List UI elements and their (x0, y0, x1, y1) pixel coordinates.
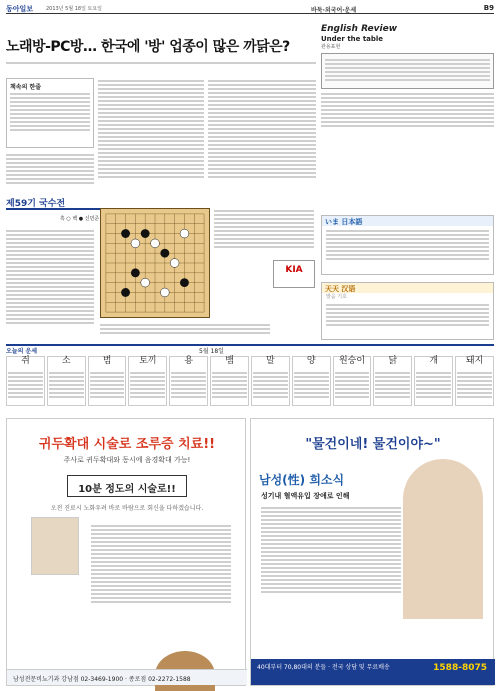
zodiac-column (169, 356, 208, 406)
masthead (6, 4, 494, 14)
zodiac-name: 쥐 (21, 356, 30, 366)
doctor-photo (31, 517, 79, 575)
baduk-commentary-3 (100, 322, 270, 340)
zodiac-column (373, 356, 412, 406)
zodiac-column (210, 356, 249, 406)
zodiac-column (455, 356, 494, 406)
kia-logo: KIA (285, 265, 303, 275)
chinese-column (321, 282, 494, 340)
zodiac-column (128, 356, 167, 406)
japanese-column (321, 215, 494, 275)
issue-date: 2013년 5월 18일 토요일 (46, 6, 103, 12)
chinese-text (322, 301, 493, 329)
ad-left-slogan: 10분 정도의 시술로!! (67, 475, 187, 497)
ad-left-body (91, 523, 231, 643)
zodiac-column (88, 356, 127, 406)
baduk-commentary-1 (6, 228, 94, 338)
ad-right-title: "물건이네! 물건이야~" (305, 437, 441, 452)
zodiac-name: 돼지 (465, 356, 484, 366)
article-headline: 노래방-PC방… 한국에 '방' 업종이 많은 까닭은? (6, 39, 290, 55)
horoscope-date: 5월 18일 (199, 348, 224, 355)
article-column-2 (98, 78, 204, 188)
zodiac-name: 소 (61, 356, 71, 366)
article-column-3 (208, 78, 316, 188)
zodiac-name: 토끼 (139, 356, 157, 366)
page-number: B9 (483, 4, 494, 12)
sponsor-logo (273, 260, 315, 288)
zodiac-name: 뱀 (225, 356, 234, 366)
book-quote-title: 책속의 한줄 (10, 84, 42, 91)
english-question-box (321, 53, 494, 89)
clinic-ad-right (250, 418, 494, 686)
zodiac-name: 개 (429, 356, 439, 366)
ad-left-title: 귀두확대 시술로 조루증 치료!! (38, 437, 216, 452)
japanese-title: いま 日本語 (322, 216, 493, 226)
ad-right-phone: 1588-8075 (433, 663, 487, 673)
article-body (6, 60, 316, 70)
ad-right-title2: 남성(性) 희소식 (259, 473, 345, 487)
zodiac-name: 닭 (388, 356, 398, 366)
zodiac-column (292, 356, 331, 406)
zodiac-name: 용 (184, 356, 194, 366)
ad-right-body (261, 505, 401, 645)
ad-right-footer: 40대부터 70,80대의 분들 · 전국 상담 및 무료배송 (251, 659, 495, 685)
horoscope-title: 오늘의 운세 (6, 348, 38, 355)
ad-left-footer: 남성전문비뇨기과 강남점 02-3469-1900 · 종로점 02-2272-1588 (7, 669, 247, 685)
zodiac-name: 범 (102, 356, 112, 366)
english-review (321, 24, 494, 143)
ad-right-subtitle: 성기내 혈액유입 장애로 인해 (261, 492, 350, 500)
ad-left-line: 오전 진료시 노화우려 바로 바람으로 회신을 다하겠습니다. (50, 505, 204, 512)
section-title: 바둑·외국어·운세 (311, 7, 357, 14)
zodiac-name: 말 (266, 356, 275, 366)
baduk-status: 흑 ○ 백 ● 신민준 (60, 216, 100, 222)
zodiac-column (333, 356, 372, 406)
english-subtitle: Under the table (321, 35, 384, 43)
horoscope-bar (6, 344, 494, 354)
article-column-1 (6, 152, 94, 188)
horoscope-grid (6, 356, 494, 406)
english-explanation (321, 93, 494, 143)
zodiac-column (47, 356, 86, 406)
english-title: English Review (321, 24, 398, 34)
chinese-sub: 발음 기호 (326, 294, 347, 300)
japanese-text (322, 226, 493, 264)
book-quote-text (10, 93, 90, 131)
zodiac-column (251, 356, 290, 406)
zodiac-name: 양 (306, 356, 316, 366)
go-board (100, 208, 210, 318)
baduk-commentary-2 (214, 208, 314, 258)
elderly-man-photo (403, 459, 483, 619)
zodiac-column (414, 356, 453, 406)
paper-logo: 동아일보 (6, 5, 34, 13)
zodiac-column (6, 356, 45, 406)
baduk-title: 제59기 국수전 (6, 196, 176, 210)
ad-left-subtitle: 주사로 귀두확대와 동시에 음경확대 가능! (63, 456, 191, 464)
book-quote-box (6, 78, 94, 148)
zodiac-name: 원숭이 (338, 356, 366, 366)
english-subtitle-kr: 관용표현 (321, 44, 341, 50)
chinese-title: 天天 汉语 (322, 283, 493, 293)
clinic-ad-left (6, 418, 246, 686)
